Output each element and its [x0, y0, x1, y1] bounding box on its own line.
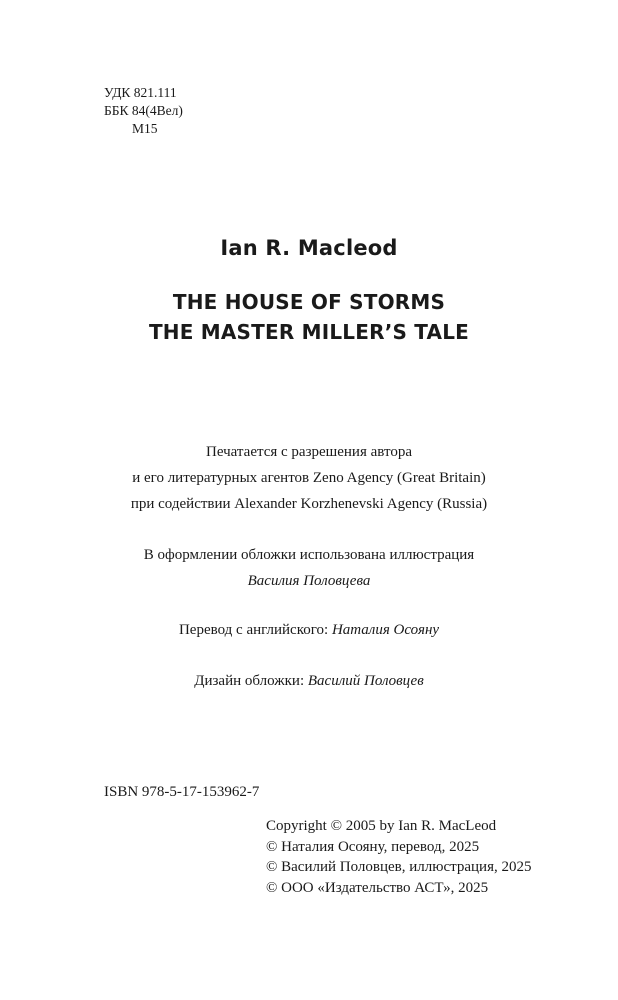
cover-illustration-line: В оформлении обложки использована иллюстрация [143, 547, 475, 563]
permission-line: и его литературных агентов Zeno Agency (Great Britain) [132, 470, 486, 486]
illustrator-name: Василия Половцева [247, 573, 371, 589]
design-label: Дизайн обложки: [194, 673, 308, 689]
copyright-line: © Наталия Осояну, перевод, 2025 [266, 838, 480, 855]
classification-codes [104, 84, 183, 138]
designer-name: Василий Половцев [307, 673, 424, 689]
permission-line: при содействии Alexander Korzhenevski Agency (Russia) [130, 496, 488, 512]
copyright-line: Copyright © 2005 by Ian R. MacLeod [266, 818, 497, 834]
isbn: ISBN 978-5-17-153962-7 [104, 784, 260, 800]
copyright-notices [266, 816, 531, 898]
translation-credit [0, 617, 618, 643]
translator-name: Наталия Осояну [331, 622, 440, 638]
permission-notice [0, 439, 618, 517]
copyright-line: © Василий Половцев, иллюстрация, 2025 [266, 859, 532, 875]
bbk-code: ББК 84(4Вел) [104, 103, 183, 118]
translation-label: Перевод с английского: [178, 622, 332, 638]
title-master-millers-tale: THE MASTER MILLER’S TALE [148, 320, 470, 344]
author-mark: М15 [132, 121, 158, 136]
book-titles [0, 287, 618, 347]
copyright-line: © ООО «Издательство АСТ», 2025 [266, 879, 489, 896]
udk-code: УДК 821.111 [104, 85, 177, 100]
cover-illustration-credit [0, 542, 618, 594]
cover-design-credit [0, 668, 618, 694]
title-house-of-storms: THE HOUSE OF STORMS [172, 290, 446, 314]
permission-line: Печатается с разрешения автора [206, 444, 412, 460]
author-name: Ian R. Macleod [220, 236, 398, 260]
